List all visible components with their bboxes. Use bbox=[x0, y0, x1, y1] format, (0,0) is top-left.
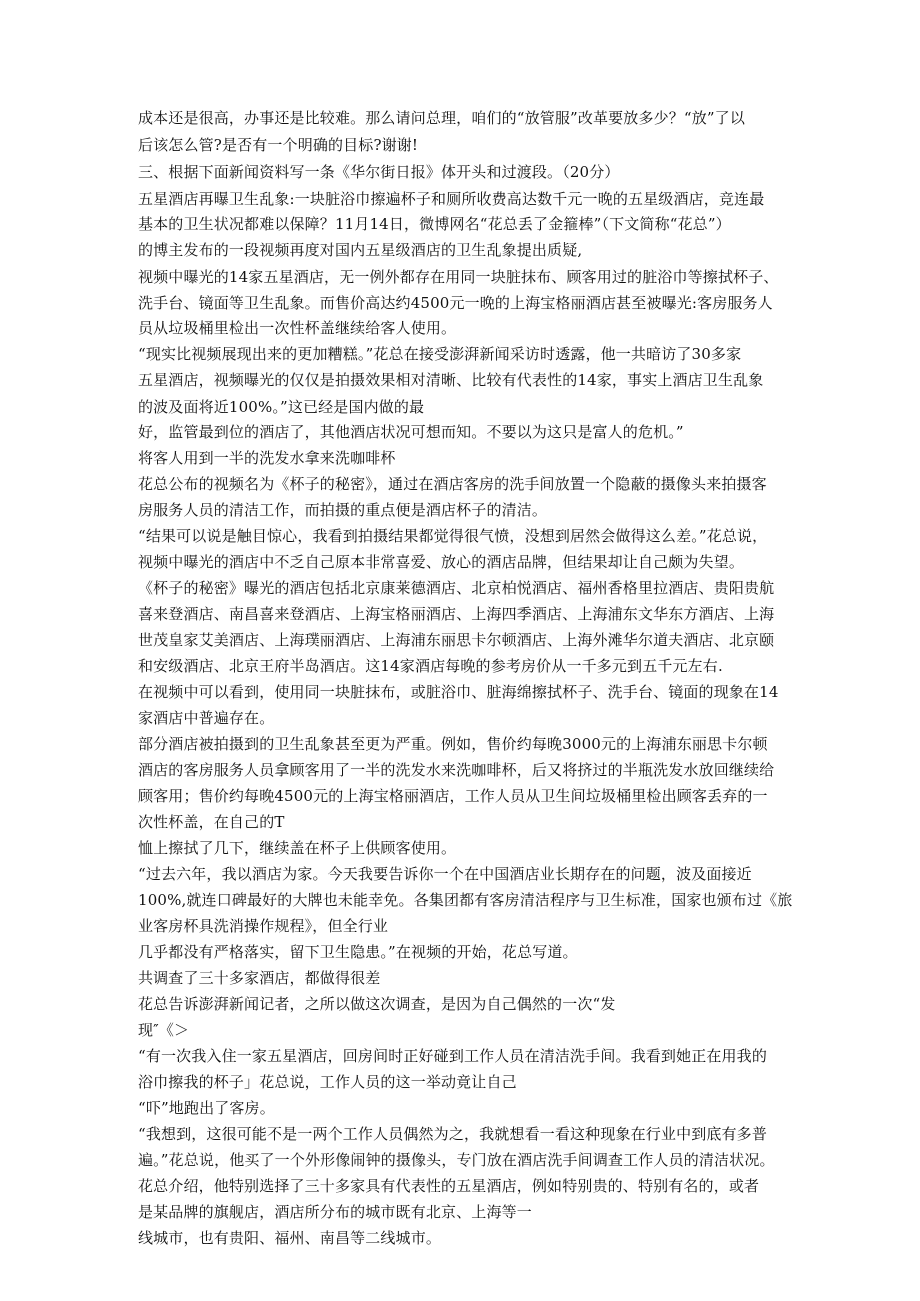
text-line: 和安级酒店、北京王府半岛酒店。这14家酒店每晚的参考房价从一千多元到五千元左右. bbox=[138, 657, 723, 675]
text-line: 房服务人员的清洁工作，而拍摄的重点便是酒店杯子的清洁。 bbox=[138, 501, 548, 519]
text-line: 《杯子的秘密》曝光的酒店包括北京康莱德酒店、北京柏悦酒店、福州香格里拉酒店、贵阳贵航 bbox=[138, 579, 775, 597]
text-line: 家酒店中普遍存在。 bbox=[138, 709, 275, 727]
text-line: 恤上擦拭了几下，继续盖在杯子上供顾客使用。 bbox=[138, 839, 457, 857]
text-line: 是某品牌的旗舰店，酒店所分布的城市既有北京、上海等一 bbox=[138, 1203, 532, 1221]
text-line: 花总公布的视频名为《杯子的秘密》，通过在酒店客房的洗手间放置一个隐蔽的摄像头来拍摄客 bbox=[138, 475, 767, 493]
text-line: 浴巾擦我的杯子」花总说，工作人员的这一举动竟让自己 bbox=[138, 1073, 517, 1091]
text-line: 成本还是很高，办事还是比较难。那么请问总理，咱们的“放管服”改革要放多少？“放”了以 bbox=[138, 109, 745, 127]
text-line: 的波及面将近100%。”这已经是国内做的最 bbox=[138, 398, 425, 416]
text-line: 共调查了三十多家酒店，都做得很差 bbox=[138, 969, 381, 987]
text-line: 部分酒店被拍摄到的卫生乱象甚至更为严重。例如，售价约每晚3000元的上海浦东丽思卡尔顿 bbox=[138, 735, 768, 753]
text-line: “吓”地跑出了客房。 bbox=[138, 1099, 275, 1117]
text-line: 遍。”花总说，他买了一个外形像闹钟的摄像头，专门放在酒店洗手间调查工作人员的清洁状况。 bbox=[138, 1151, 775, 1169]
text-line: 好，监管最到位的酒店了，其他酒店状况可想而知。不要以为这只是富人的危机。” bbox=[138, 423, 684, 441]
text-line: 顾客用；售价约每晚4500元的上海宝格丽酒店，工作人员从卫生间垃圾桶里检出顾客丢弃的一 bbox=[138, 787, 768, 805]
text-line: 五星酒店再曝卫生乱象:一块脏浴巾擦遍杯子和厕所收费高达数千元一晚的五星级酒店，竞连最 bbox=[138, 190, 765, 208]
text-line: 的博主发布的一段视频再度对国内五星级酒店的卫生乱象提出质疑, bbox=[138, 241, 583, 259]
text-line: 次性杯盖，在自己的T bbox=[138, 813, 285, 831]
text-line: 100%,就连口碑最好的大牌也未能幸免。各集团都有客房清洁程序与卫生标准，国家也颁布过《旅 bbox=[138, 891, 793, 909]
text-line: 三、根据下面新闻资料写一条《华尔街日报》体开头和过渡段。（20分） bbox=[138, 163, 620, 181]
text-line: 视频中曝光的14家五星酒店，无一例外都存在用同一块脏抹布、顾客用过的脏浴巾等擦拭杯子、 bbox=[138, 268, 779, 286]
text-line: “结果可以说是触目惊心，我看到拍摄结果都觉得很气愤，没想到居然会做得这么差。”花总说， bbox=[138, 527, 768, 545]
text-line: “我想到，这很可能不是一两个工作人员偶然为之，我就想看一看这种现象在行业中到底有多普 bbox=[138, 1125, 767, 1143]
text-line: 酒店的客房服务人员拿顾客用了一半的洗发水来洗咖啡杯，后又将挤过的半瓶洗发水放回继续给 bbox=[138, 761, 775, 779]
text-line: “过去六年，我以酒店为家。今天我要告诉你一个在中国酒店业长期存在的问题，波及面接近 bbox=[138, 865, 752, 883]
text-line: 洗手台、镜面等卫生乱象。而售价高达约4500元一晚的上海宝格丽酒店甚至被曝光:客房服务人 bbox=[138, 294, 773, 312]
text-line: “现实比视频展现出来的更加糟糕。”花总在接受澎湃新闻采访时透露，他一共暗访了30多家 bbox=[138, 345, 742, 363]
text-line: 世茂皇家艾美酒店、上海璞丽酒店、上海浦东丽思卡尔顿酒店、上海外滩华尔道夫酒店、北京颐 bbox=[138, 631, 775, 649]
text-line: 员从垃圾桶里检出一次性杯盖继续给客人使用。 bbox=[138, 319, 457, 337]
text-line: 将客人用到一半的洗发水拿来洗咖啡杯 bbox=[138, 449, 396, 467]
text-line: 业客房杯具洗消操作规程》，但全行业 bbox=[138, 917, 389, 935]
text-line: 几乎都没有严格落实，留下卫生隐患。”在视频的开始，花总写道。 bbox=[138, 943, 578, 961]
text-line: 线城市，也有贵阳、福州、南昌等二线城市。 bbox=[138, 1229, 442, 1247]
text-line: 喜来登酒店、南昌喜来登酒店、上海宝格丽酒店、上海四季酒店、上海浦东文华东方酒店、上海 bbox=[138, 605, 775, 623]
text-line: 视频中曝光的酒店中不乏自己原本非常喜爱、放心的酒店品牌，但结果却让自己颇为失望。 bbox=[138, 553, 745, 571]
text-line: 在视频中可以看到，使用同一块脏抹布，或脏浴巾、脏海绵擦拭杯子、洗手台、镜面的现象在14 bbox=[138, 683, 779, 701]
text-line: 后该怎么管?是否有一个明确的目标?谢谢! bbox=[138, 136, 419, 154]
text-line: 花总告诉澎湃新闻记者，之所以做这次调查，是因为自己偶然的一次“发 bbox=[138, 995, 616, 1013]
text-line: 基本的卫生状况都难以保障？11月14日，微博网名“花总丢了金箍棒”（下文简称“花总”） bbox=[138, 215, 731, 233]
text-line: “有一次我入住一家五星酒店，回房间时正好碰到工作人员在清洁洗手间。我看到她正在用我的 bbox=[138, 1047, 767, 1065]
text-line: 现″《＞ bbox=[138, 1021, 190, 1039]
text-line: 五星酒店，视频曝光的仅仅是拍摄效果相对清晰、比较有代表性的14家，事实上酒店卫生乱象 bbox=[138, 371, 764, 389]
text-line: 花总介绍，他特别选择了三十多家具有代表性的五星酒店，例如特别贵的、特别有名的，或者 bbox=[138, 1177, 760, 1195]
